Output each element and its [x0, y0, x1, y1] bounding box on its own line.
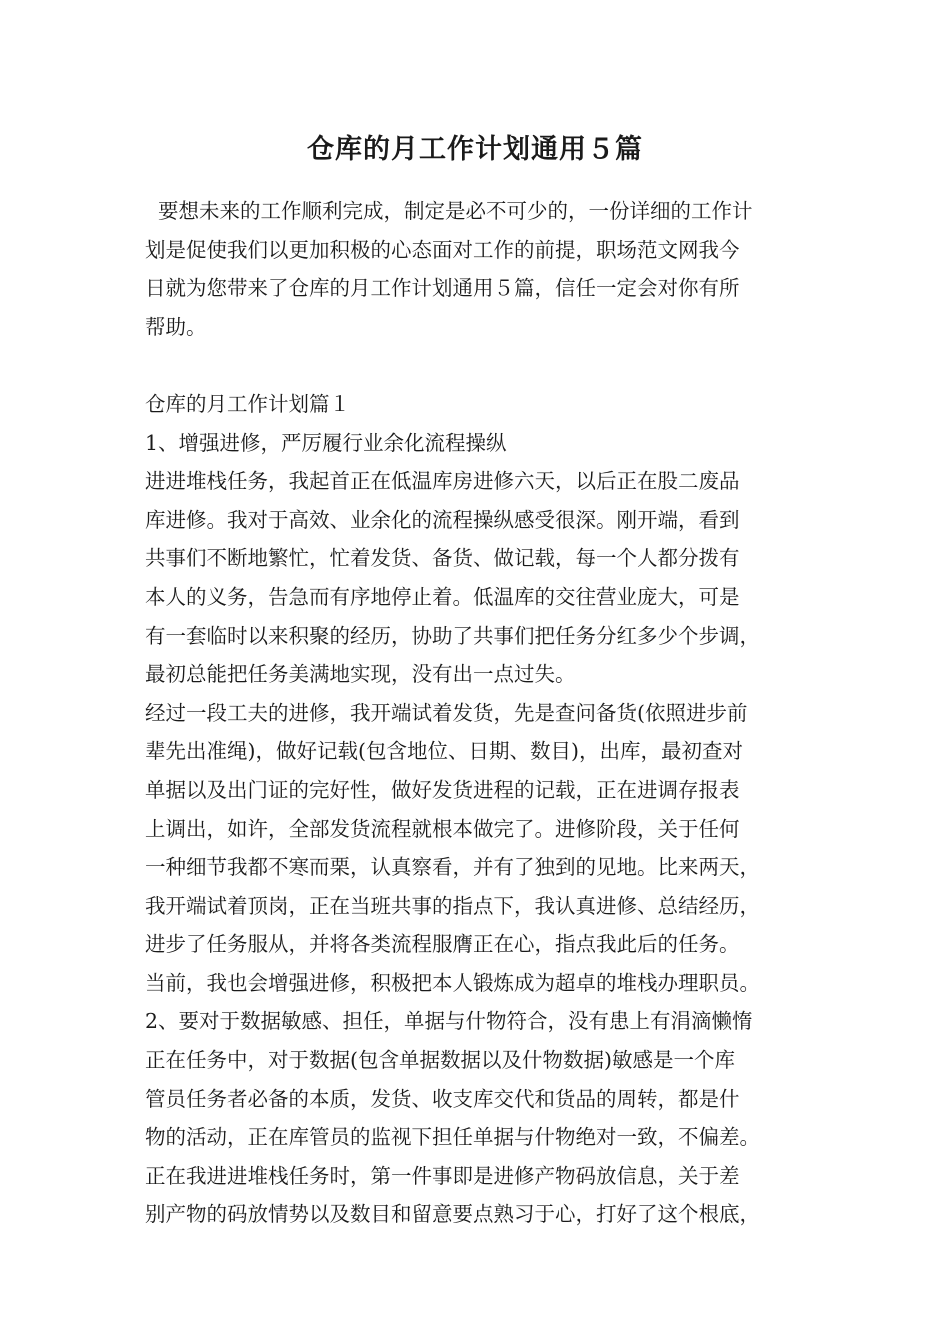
- subheading: 2、要对于数据敏感、担任，单据与什物符合，没有患上有涓滴懒惰: [145, 1009, 753, 1034]
- text-line: 管员任务者必备的本质，发货、收支库交代和货品的周转，都是什: [145, 1086, 740, 1111]
- intro-paragraph: [145, 192, 817, 346]
- text-line: 共事们不断地繁忙，忙着发货、备货、做记载，每一个人都分拨有: [145, 546, 740, 571]
- text-line: 辈先出准绳)，做好记载(包含地位、日期、数目)，出库，最初查对: [145, 739, 743, 764]
- text-line: 经过一段工夫的进修，我开端试着发货，先是查问备货(依照进步前: [145, 700, 748, 725]
- text-line: 本人的义务，告急而有序地停止着。低温库的交往营业庞大，可是: [145, 584, 740, 609]
- text-line: 正在任务中，对于数据(包含单据数据以及什物数据)敏感是一个库: [145, 1048, 735, 1073]
- text-line: 有一套临时以来积聚的经历，协助了共事们把任务分红多少个步调，: [145, 623, 760, 648]
- text-line: 库进修。我对于高效、业余化的流程操纵感受很深。刚开端，看到: [145, 507, 740, 532]
- text-line: 单据以及出门证的完好性，做好发货进程的记载，正在进调存报表: [145, 777, 740, 802]
- text-line: 正在我进进堆栈任务时，第一件事即是进修产物码放信息，关于差: [145, 1163, 740, 1188]
- document-title: 仓库的月工作计划通用５篇: [307, 134, 643, 165]
- paragraph-gap: [145, 346, 817, 385]
- section-content: [145, 385, 817, 1234]
- text-line: 别产物的码放情势以及数目和留意要点熟习于心，打好了这个根底，: [145, 1202, 760, 1227]
- text-line: 要想未来的工作顺利完成，制定是必不可少的，一份详细的工作计: [145, 199, 753, 223]
- text-line: 帮助。: [145, 314, 207, 339]
- text-line: 一种细节我都不寒而栗，认真察看，并有了独到的见地。比来两天，: [145, 855, 760, 880]
- text-line: 当前，我也会增强进修，积极把本人锻炼成为超卓的堆栈办理职员。: [145, 970, 760, 995]
- text-line: 我开端试着顶岗，正在当班共事的指点下，我认真进修、总结经历，: [145, 893, 760, 918]
- text-line: 进进堆栈任务，我起首正在低温库房进修六天，以后正在股二废品: [145, 469, 740, 494]
- text-line: 进步了任务服从，并将各类流程服膺正在心，指点我此后的任务。: [145, 932, 740, 957]
- text-line: 日就为您带来了仓库的月工作计划通用５篇，信任一定会对你有所: [145, 276, 740, 301]
- text-line: 上调出，如许，全部发货流程就根本做完了。进修阶段，关于任何: [145, 816, 740, 841]
- text-line: 最初总能把任务美满地实现，没有出一点过失。: [145, 662, 576, 687]
- text-line: 划是促使我们以更加积极的心态面对工作的前提，职场范文网我今: [145, 237, 740, 262]
- text-line: 物的活动，正在库管员的监视下担任单据与什物绝对一致，不偏差。: [145, 1125, 760, 1150]
- subheading: 1、增强进修，严厉履行业余化流程操纵: [145, 430, 507, 455]
- document-body: [145, 192, 817, 1234]
- section-heading: 仓库的月工作计划篇１: [145, 391, 350, 416]
